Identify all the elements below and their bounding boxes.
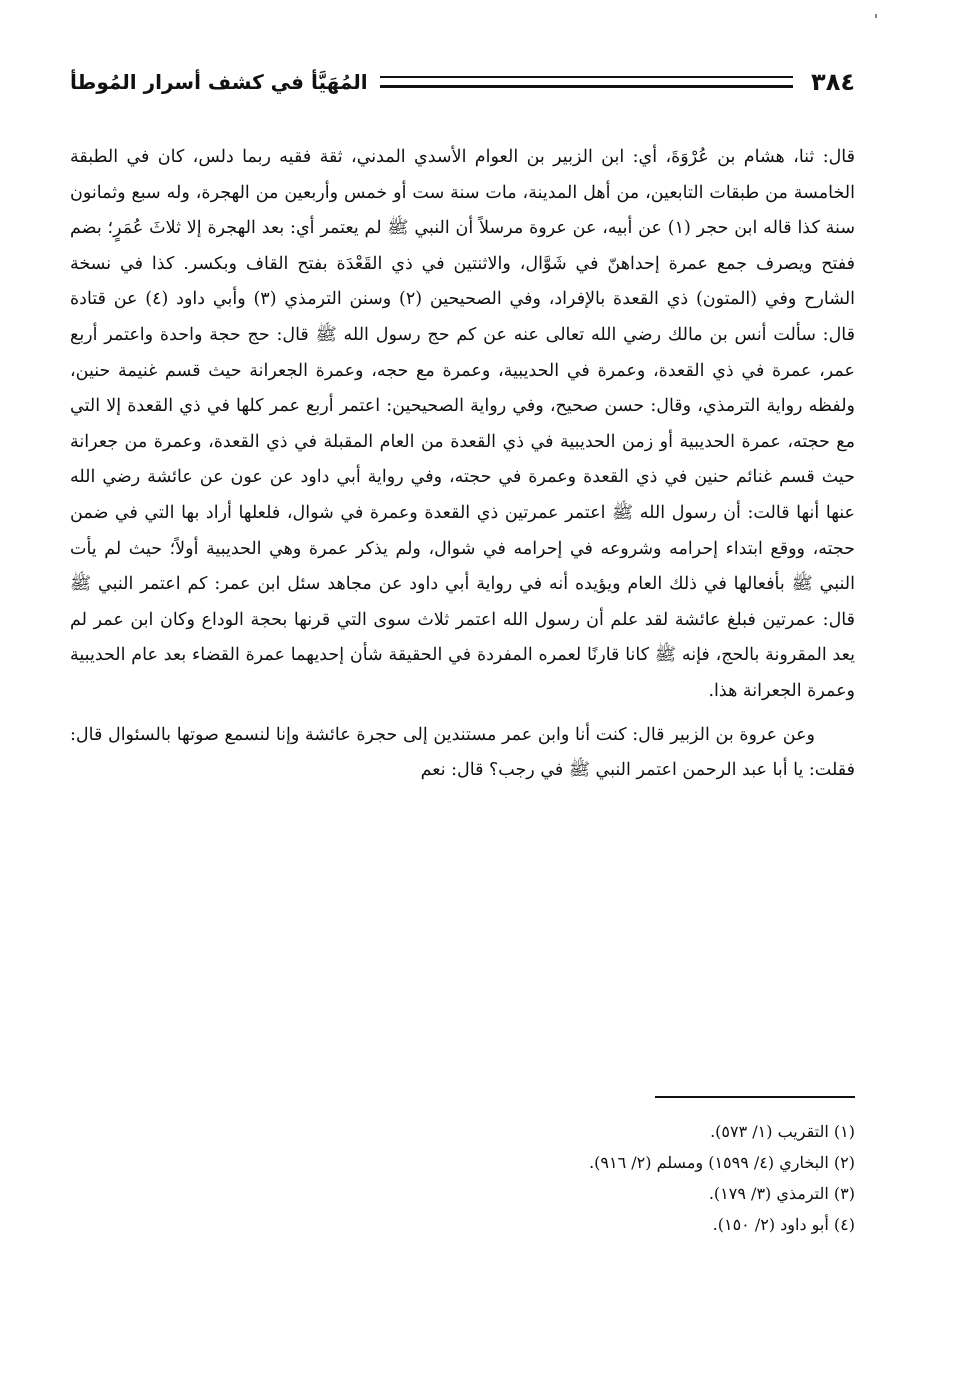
- header-rule: [380, 76, 793, 88]
- running-title: المُهَيَّأ في كشف أسرار المُوطأ: [70, 70, 368, 94]
- paragraph-1: قال: ثنا، هشام بن عُرْوَةَ، أي: ابن الزبير بن العوام الأسدي المدني، ثقة فقيه ربما دلس، كان في الطبقة الخامسة من طبقات التابعين، من أهل المدينة، مات سنة ست أو خمس وأربعين من الهجرة، وله سبع وثمانون سنة كذا قاله ابن حجر (١) عن أبيه، عن عروة مرسلاً أن النبي ﷺ لم يعتمر أي: بعد الهجرة إلا ثلاثَ عُمَرٍ؛ بضم ففتح ويصرف جمع عمرة إحداهنّ في شَوَّال، والاثنتين في ذي القَعْدَة بفتح القاف وبكسر. كذا في نسخة الشارح وفي (المتون) ذي القعدة بالإفراد، وفي الصحيحين (٢) وسنن الترمذي (٣) وأبي داود (٤) عن قتادة قال: سألت أنس بن مالك رضي الله تعالى عنه عن كم حج رسول الله ﷺ قال: حج حجة واحدة واعتمر أربع عمر، عمرة في ذي القعدة، وعمرة في الحديبية، وعمرة مع حجه، وعمرة الجعرانة حيث قسم غنيمة حنين، ولفظه رواية الترمذي، وقال: حسن صحيح، وفي رواية الصحيحين: اعتمر أربع عمر كلها في ذي القعدة إلا التي مع حجته، عمرة الحديبية أو زمن الحديبية في ذي القعدة من العام المقبلة في ذي القعدة، وعمرة من جعرانة حيث قسم غنائم حنين في ذي القعدة وعمرة في حجته، وفي رواية أبي داود عن عون عن عائشة رضي الله عنها أنها قالت: أن رسول الله ﷺ اعتمر عمرتين ذي القعدة وعمرة في شوال، فلعلها أراد بها التي في ضمن حجته، ووقع ابتداء إحرامه وشروعه في إحرامه في شوال، ولم يذكر عمرة وهي الحديبية أولاً؛ حيث لم يأت النبي ﷺ بأفعالها في ذلك العام ويؤيده أنه في رواية أبي داود عن مجاهد سئل ابن عمر: كم اعتمر النبي ﷺ قال: عمرتين فبلغ عائشة لقد علم أن رسول الله اعتمر ثلاث سوى التي قرنها بحجة الوداع وكان ابن عمر لم يعد المقرونة بالحج، فإنه ﷺ كانا قارنًا لعمره المفردة في الحقيقة شأن إحديهما عمرة القضاء بعد عام الحديبية وعمرة الجعرانة هذا.: [70, 147, 856, 701]
- footnotes: [70, 1116, 855, 1240]
- footnote-1: (١) التقريب (١/ ٥٧٣).: [710, 1122, 855, 1141]
- scan-mark: [875, 14, 877, 18]
- page-number: ٣٨٤: [811, 68, 855, 96]
- paragraph-2: وعن عروة بن الزبير قال: كنت أنا وابن عمر مستندين إلى حجرة عائشة وإنا لنسمع صوتها بالسئوال قال: فقلت: يا أبا عبد الرحمن اعتمر النبي ﷺ في رجب؟ قال: نعم: [70, 724, 855, 781]
- footnote-4: (٤) أبو داود (٢/ ١٥٠).: [712, 1215, 855, 1234]
- footnote-2: (٢) البخاري (٤/ ١٥٩٩) ومسلم (٢/ ٩١٦).: [589, 1153, 855, 1172]
- footnote-3: (٣) الترمذي (٣/ ١٧٩).: [708, 1184, 855, 1203]
- footnote-separator: [655, 1096, 855, 1098]
- page-header: [70, 62, 855, 102]
- main-text: [70, 140, 855, 789]
